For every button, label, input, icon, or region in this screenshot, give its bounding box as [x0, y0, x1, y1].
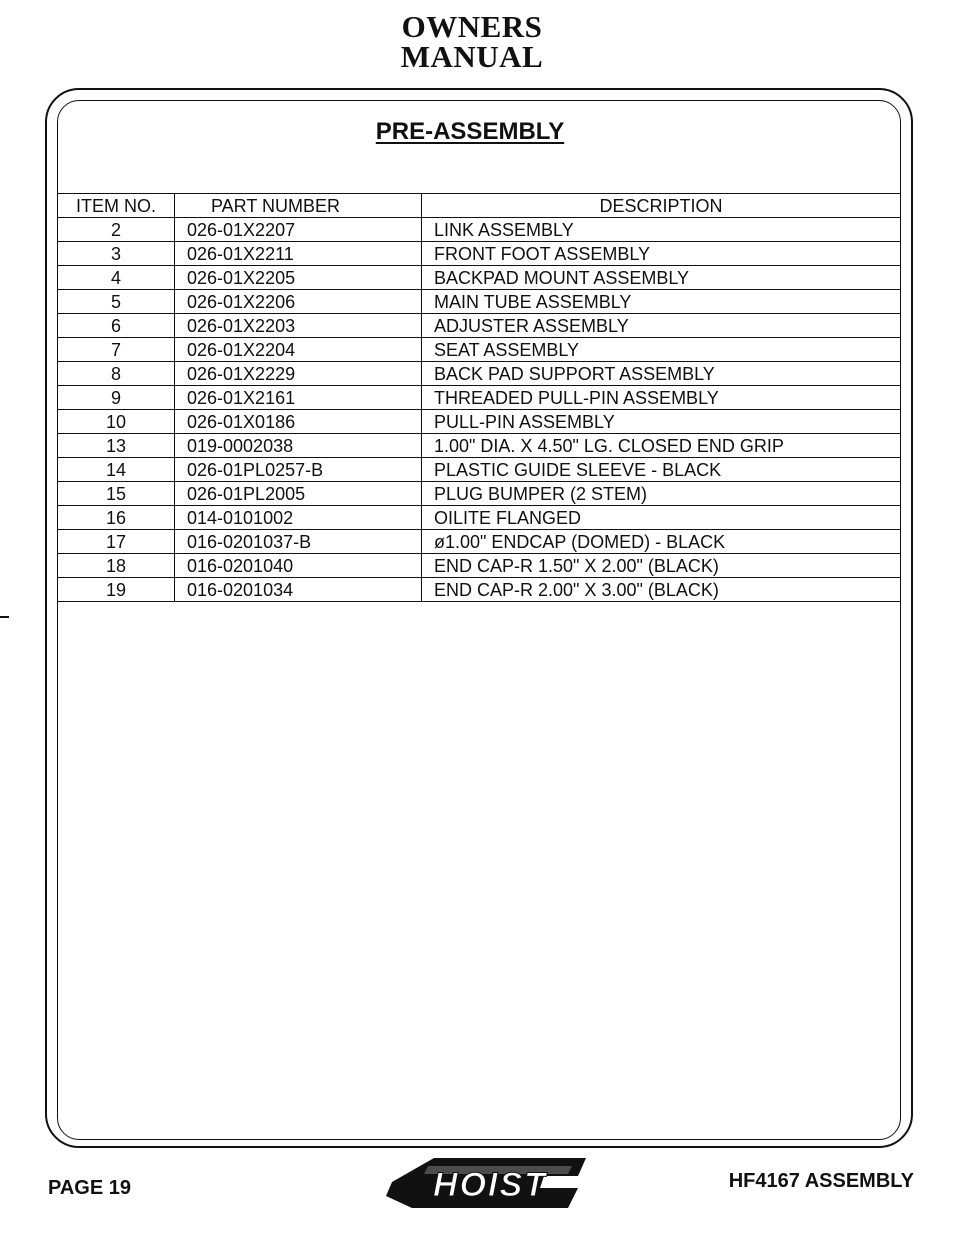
- cell-description: SEAT ASSEMBLY: [422, 338, 901, 362]
- cell-item-no: 13: [58, 434, 175, 458]
- cell-part-number: 016-0201037-B: [175, 530, 422, 554]
- header-item-no: ITEM NO.: [58, 194, 175, 218]
- table-row: [58, 362, 900, 386]
- cell-part-number: 016-0201040: [175, 554, 422, 578]
- cell-item-no: 19: [58, 578, 175, 602]
- table-row: [58, 578, 900, 602]
- document-title: [0, 9, 944, 74]
- table-row: [58, 434, 900, 458]
- hoist-logo: [372, 1152, 592, 1214]
- table-row: [58, 338, 900, 362]
- table-header-row: [58, 194, 900, 218]
- cell-item-no: 16: [58, 506, 175, 530]
- cell-description: OILITE FLANGED: [422, 506, 901, 530]
- header-description: DESCRIPTION: [422, 194, 901, 218]
- cell-part-number: 026-01PL2005: [175, 482, 422, 506]
- table-row: [58, 290, 900, 314]
- header-part-number: PART NUMBER: [175, 194, 422, 218]
- cell-description: FRONT FOOT ASSEMBLY: [422, 242, 901, 266]
- section-title: PRE-ASSEMBLY: [375, 118, 565, 145]
- cell-part-number: 026-01X2204: [175, 338, 422, 362]
- cell-item-no: 14: [58, 458, 175, 482]
- cell-part-number: 016-0201034: [175, 578, 422, 602]
- cell-item-no: 15: [58, 482, 175, 506]
- cell-description: BACKPAD MOUNT ASSEMBLY: [422, 266, 901, 290]
- cell-item-no: 17: [58, 530, 175, 554]
- table-row: [58, 506, 900, 530]
- table-row: [58, 218, 900, 242]
- cell-part-number: 026-01X2206: [175, 290, 422, 314]
- parts-table: [58, 193, 900, 602]
- cell-item-no: 2: [58, 218, 175, 242]
- table-row: [58, 386, 900, 410]
- cell-description: THREADED PULL-PIN ASSEMBLY: [422, 386, 901, 410]
- table-row: [58, 314, 900, 338]
- cell-description: END CAP-R 1.50" X 2.00" (BLACK): [422, 554, 901, 578]
- cell-description: PULL-PIN ASSEMBLY: [422, 410, 901, 434]
- cell-part-number: 026-01X2205: [175, 266, 422, 290]
- cell-description: PLASTIC GUIDE SLEEVE - BLACK: [422, 458, 901, 482]
- logo-text: HOIST: [433, 1166, 547, 1204]
- cell-item-no: 18: [58, 554, 175, 578]
- cell-part-number: 026-01X2161: [175, 386, 422, 410]
- cell-part-number: 026-01X0186: [175, 410, 422, 434]
- page-number: PAGE 19: [48, 1177, 131, 1199]
- cell-part-number: 019-0002038: [175, 434, 422, 458]
- cell-item-no: 5: [58, 290, 175, 314]
- title-line-manual: MANUAL: [400, 39, 544, 74]
- cell-part-number: 014-0101002: [175, 506, 422, 530]
- table-row: [58, 410, 900, 434]
- cell-description: ø1.00" ENDCAP (DOMED) - BLACK: [422, 530, 901, 554]
- title-line-owners: OWNERS: [401, 9, 543, 44]
- cell-part-number: 026-01X2207: [175, 218, 422, 242]
- cell-description: MAIN TUBE ASSEMBLY: [422, 290, 901, 314]
- table-row: [58, 458, 900, 482]
- cell-description: PLUG BUMPER (2 STEM): [422, 482, 901, 506]
- cell-item-no: 8: [58, 362, 175, 386]
- table-row: [58, 482, 900, 506]
- table-row: [58, 530, 900, 554]
- model-label: HF4167 ASSEMBLY: [728, 1170, 914, 1192]
- table-body: [58, 218, 900, 602]
- cell-item-no: 3: [58, 242, 175, 266]
- cell-item-no: 9: [58, 386, 175, 410]
- cell-part-number: 026-01X2211: [175, 242, 422, 266]
- cell-part-number: 026-01X2203: [175, 314, 422, 338]
- margin-mark: [0, 616, 9, 618]
- cell-description: END CAP-R 2.00" X 3.00" (BLACK): [422, 578, 901, 602]
- cell-item-no: 6: [58, 314, 175, 338]
- cell-description: BACK PAD SUPPORT ASSEMBLY: [422, 362, 901, 386]
- cell-item-no: 4: [58, 266, 175, 290]
- cell-description: 1.00" DIA. X 4.50" LG. CLOSED END GRIP: [422, 434, 901, 458]
- cell-item-no: 10: [58, 410, 175, 434]
- cell-item-no: 7: [58, 338, 175, 362]
- cell-description: LINK ASSEMBLY: [422, 218, 901, 242]
- table-row: [58, 242, 900, 266]
- table-row: [58, 266, 900, 290]
- cell-part-number: 026-01PL0257-B: [175, 458, 422, 482]
- table-row: [58, 554, 900, 578]
- cell-part-number: 026-01X2229: [175, 362, 422, 386]
- cell-description: ADJUSTER ASSEMBLY: [422, 314, 901, 338]
